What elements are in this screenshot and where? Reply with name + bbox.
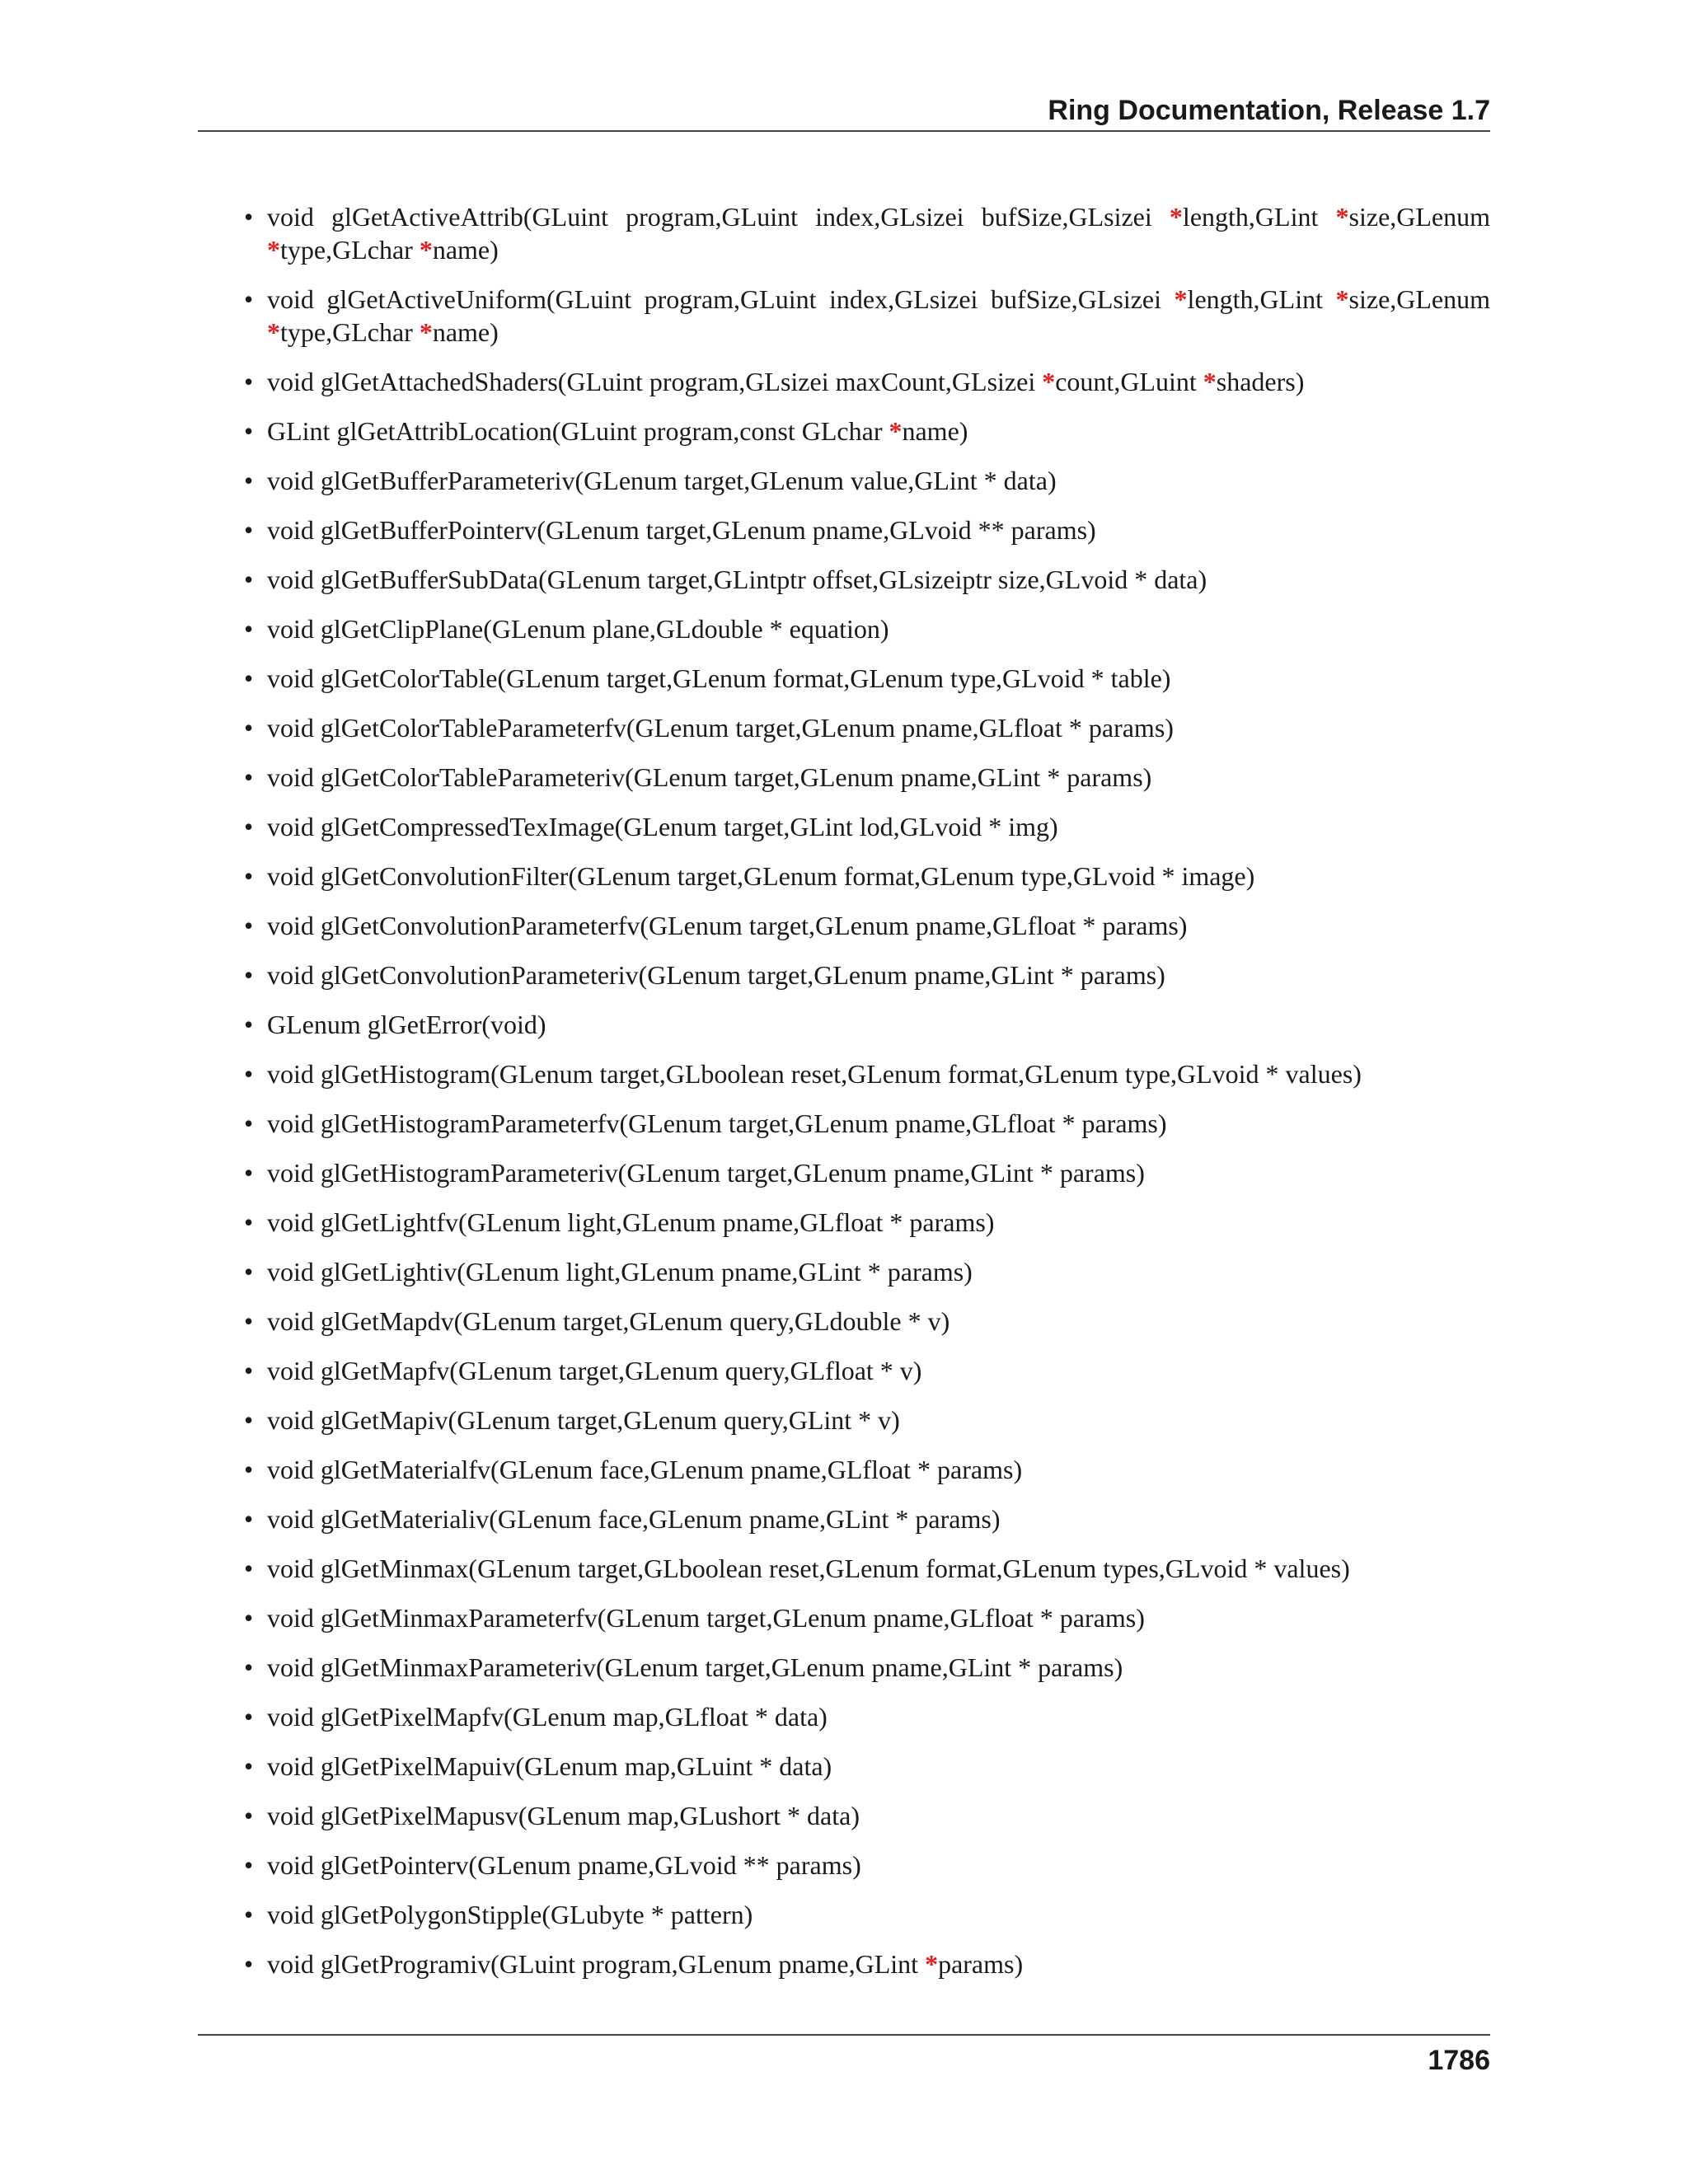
signature-text: GLenum glGetError(void) (267, 1010, 546, 1039)
signature-text: params) (938, 1949, 1024, 1979)
signature-text: void glGetPointerv(GLenum pname,GLvoid ** params) (267, 1850, 861, 1880)
list-item (244, 200, 1490, 266)
bullet-icon: • (244, 1405, 254, 1435)
bullet-icon: • (244, 1455, 254, 1484)
list-item (244, 1404, 1490, 1436)
bullet-icon: • (244, 713, 254, 743)
list-item (244, 513, 1490, 546)
list-item (244, 1799, 1490, 1832)
list-item (244, 612, 1490, 645)
signature-text: void glGetMapiv(GLenum target,GLenum query,GLint * v) (267, 1405, 900, 1435)
list-item (244, 1700, 1490, 1733)
list-item (244, 415, 1490, 448)
signature-text: type,GLchar (280, 235, 420, 265)
bullet-icon: • (244, 1257, 254, 1286)
bullet-icon: • (244, 1356, 254, 1385)
pointer-asterisk: * (1203, 367, 1217, 396)
signature-text: void glGetLightfv(GLenum light,GLenum pname,GLfloat * params) (267, 1207, 995, 1237)
signature-text: void glGetPolygonStipple(GLubyte * pattern) (267, 1900, 753, 1929)
bullet-icon: • (244, 960, 254, 990)
signature-text: length,GLint (1187, 284, 1336, 314)
bullet-icon: • (244, 1158, 254, 1188)
list-item (244, 958, 1490, 991)
signature-text: void glGetMapfv(GLenum target,GLenum query,GLfloat * v) (267, 1356, 922, 1385)
list-item (244, 711, 1490, 744)
bullet-icon: • (244, 1010, 254, 1039)
signature-text: void glGetMaterialiv(GLenum face,GLenum pname,GLint * params) (267, 1504, 1001, 1534)
bullet-icon: • (244, 284, 254, 314)
running-header: Ring Documentation, Release 1.7 (1048, 95, 1490, 126)
bullet-icon: • (244, 466, 254, 495)
signature-text: shaders) (1216, 367, 1305, 396)
pointer-asterisk: * (1169, 202, 1183, 232)
list-item (244, 1156, 1490, 1189)
signature-text: name) (902, 416, 968, 446)
pointer-asterisk: * (1174, 284, 1188, 314)
signature-text: name) (432, 317, 499, 347)
pointer-asterisk: * (1042, 367, 1056, 396)
signature-text: void glGetConvolutionParameterfv(GLenum target,GLenum pname,GLfloat * params) (267, 911, 1188, 940)
bullet-icon: • (244, 1059, 254, 1089)
bullet-icon: • (244, 762, 254, 792)
signature-text: name) (432, 235, 499, 265)
signature-text: length,GLint (1182, 202, 1336, 232)
signature-text: void glGetProgramiv(GLuint program,GLenum pname,GLint (267, 1949, 926, 1979)
list-item (244, 662, 1490, 695)
signature-text: void glGetBufferParameteriv(GLenum target,GLenum value,GLint * data) (267, 466, 1057, 495)
bullet-icon: • (244, 416, 254, 446)
signature-text: void glGetActiveAttrib(GLuint program,GLuint index,GLsizei bufSize,GLsizei (267, 202, 1170, 232)
pointer-asterisk: * (267, 317, 280, 347)
signature-text: type,GLchar (280, 317, 420, 347)
signature-text: void glGetMinmaxParameteriv(GLenum target,GLenum pname,GLint * params) (267, 1652, 1123, 1682)
bullet-icon: • (244, 565, 254, 594)
bullet-icon: • (244, 812, 254, 841)
signature-text: void glGetActiveUniform(GLuint program,GLuint index,GLsizei bufSize,GLsizei (267, 284, 1175, 314)
signature-text: void glGetColorTableParameterfv(GLenum target,GLenum pname,GLfloat * params) (267, 713, 1174, 743)
signature-text: void glGetPixelMapusv(GLenum map,GLushort * data) (267, 1801, 860, 1830)
pointer-asterisk: * (419, 317, 433, 347)
bullet-icon: • (244, 367, 254, 396)
list-item (244, 365, 1490, 398)
signature-text: void glGetColorTableParameteriv(GLenum target,GLenum pname,GLint * params) (267, 762, 1152, 792)
list-item (244, 1601, 1490, 1634)
list-item (244, 1305, 1490, 1338)
bullet-icon: • (244, 1801, 254, 1830)
bullet-icon: • (244, 1306, 254, 1336)
pointer-asterisk: * (1335, 202, 1349, 232)
signature-text: void glGetMaterialfv(GLenum face,GLenum pname,GLfloat * params) (267, 1455, 1023, 1484)
pointer-asterisk: * (925, 1949, 939, 1979)
bullet-icon: • (244, 1850, 254, 1880)
signature-text: count,GLuint (1055, 367, 1203, 396)
signature-text: size,GLenum (1348, 202, 1491, 232)
function-list (244, 200, 1490, 1997)
signature-text: GLint glGetAttribLocation(GLuint program,const GLchar (267, 416, 889, 446)
list-item (244, 1008, 1490, 1041)
signature-text: void glGetPixelMapfv(GLenum map,GLfloat * data) (267, 1702, 828, 1732)
list-item (244, 1354, 1490, 1387)
signature-text: void glGetHistogram(GLenum target,GLboolean reset,GLenum format,GLenum type,GLvoid * values) (267, 1059, 1362, 1089)
bullet-icon: • (244, 1554, 254, 1583)
list-item (244, 810, 1490, 843)
signature-text: void glGetHistogramParameterfv(GLenum target,GLenum pname,GLfloat * params) (267, 1108, 1167, 1138)
signature-text: void glGetClipPlane(GLenum plane,GLdouble * equation) (267, 614, 889, 644)
bullet-icon: • (244, 1751, 254, 1781)
signature-text: void glGetColorTable(GLenum target,GLenum format,GLenum type,GLvoid * table) (267, 663, 1171, 693)
pointer-asterisk: * (889, 416, 903, 446)
signature-text: void glGetBufferSubData(GLenum target,GLintptr offset,GLsizeiptr size,GLvoid * data) (267, 565, 1207, 594)
list-item (244, 563, 1490, 596)
list-item (244, 909, 1490, 942)
footer-divider (198, 2034, 1490, 2036)
signature-text: void glGetConvolutionFilter(GLenum target,GLenum format,GLenum type,GLvoid * image) (267, 861, 1255, 891)
signature-text: void glGetAttachedShaders(GLuint program,GLsizei maxCount,GLsizei (267, 367, 1043, 396)
signature-text: void glGetCompressedTexImage(GLenum target,GLint lod,GLvoid * img) (267, 812, 1058, 841)
signature-text: void glGetMinmax(GLenum target,GLboolean reset,GLenum format,GLenum types,GLvoid * values) (267, 1554, 1350, 1583)
signature-text: void glGetBufferPointerv(GLenum target,GLenum pname,GLvoid ** params) (267, 515, 1096, 545)
bullet-icon: • (244, 911, 254, 940)
signature-text: void glGetLightiv(GLenum light,GLenum pname,GLint * params) (267, 1257, 973, 1286)
list-item (244, 1947, 1490, 1980)
list-item (244, 1453, 1490, 1486)
list-item (244, 1898, 1490, 1931)
list-item (244, 1255, 1490, 1288)
bullet-icon: • (244, 515, 254, 545)
list-item (244, 464, 1490, 497)
bullet-icon: • (244, 614, 254, 644)
bullet-icon: • (244, 1702, 254, 1732)
bullet-icon: • (244, 663, 254, 693)
bullet-icon: • (244, 202, 254, 232)
signature-text: void glGetHistogramParameteriv(GLenum target,GLenum pname,GLint * params) (267, 1158, 1145, 1188)
list-item (244, 1107, 1490, 1140)
signature-text: size,GLenum (1348, 284, 1491, 314)
signature-text: void glGetMinmaxParameterfv(GLenum target,GLenum pname,GLfloat * params) (267, 1603, 1145, 1633)
list-item (244, 1552, 1490, 1585)
bullet-icon: • (244, 1652, 254, 1682)
bullet-icon: • (244, 1900, 254, 1929)
signature-text: void glGetPixelMapuiv(GLenum map,GLuint * data) (267, 1751, 832, 1781)
list-item (244, 1849, 1490, 1882)
signature-text: void glGetConvolutionParameteriv(GLenum target,GLenum pname,GLint * params) (267, 960, 1165, 990)
bullet-icon: • (244, 1108, 254, 1138)
list-item (244, 283, 1490, 349)
bullet-icon: • (244, 1949, 254, 1979)
signature-text: void glGetMapdv(GLenum target,GLenum query,GLdouble * v) (267, 1306, 950, 1336)
list-item (244, 1206, 1490, 1239)
list-item (244, 860, 1490, 893)
bullet-icon: • (244, 1603, 254, 1633)
bullet-icon: • (244, 1504, 254, 1534)
list-item (244, 1750, 1490, 1783)
page-number: 1786 (1428, 2045, 1490, 2076)
pointer-asterisk: * (419, 235, 433, 265)
header-divider (198, 130, 1490, 132)
bullet-icon: • (244, 1207, 254, 1237)
pointer-asterisk: * (267, 235, 280, 265)
list-item (244, 1057, 1490, 1090)
pointer-asterisk: * (1335, 284, 1349, 314)
list-item (244, 761, 1490, 794)
list-item (244, 1502, 1490, 1535)
bullet-icon: • (244, 861, 254, 891)
list-item (244, 1651, 1490, 1684)
